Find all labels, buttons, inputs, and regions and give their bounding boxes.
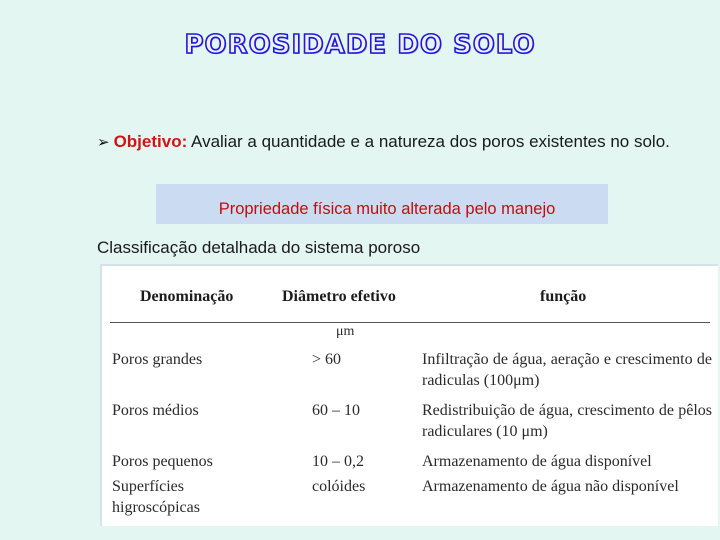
objective-paragraph bbox=[97, 124, 717, 161]
header-diametro: Diâmetro efetivo bbox=[282, 288, 396, 305]
row-function: Infiltração de água, aeração e crescimento de radiculas (100μm) bbox=[422, 351, 712, 389]
row-diameter: colóides bbox=[312, 478, 366, 495]
header-divider bbox=[110, 322, 710, 323]
row-function: Armazenamento de água não disponível bbox=[422, 478, 679, 495]
pore-classification-table bbox=[100, 264, 718, 526]
row-function: Redistribuição de água, crescimento de pêlos radiculares (10 μm) bbox=[422, 402, 712, 440]
header-denominacao: Denominação bbox=[140, 288, 234, 305]
header-funcao: função bbox=[540, 288, 587, 305]
row-name: Poros grandes bbox=[112, 351, 203, 368]
arrow-bullet-icon: ➢ bbox=[97, 134, 110, 151]
highlight-text: Propriedade física muito alterada pelo manejo bbox=[218, 200, 556, 218]
row-diameter: 60 – 10 bbox=[312, 402, 360, 419]
row-function: Armazenamento de água disponível bbox=[422, 453, 652, 470]
objective-text: Avaliar a quantidade e a natureza dos poros existentes no solo. bbox=[191, 132, 670, 151]
slide-title: POROSIDADE DO SOLO bbox=[184, 30, 536, 60]
row-name: Poros médios bbox=[112, 402, 199, 419]
classification-heading: Classificação detalhada do sistema poroso bbox=[97, 238, 421, 257]
row-diameter: > 60 bbox=[312, 351, 342, 368]
row-name: Poros pequenos bbox=[112, 453, 213, 470]
row-diameter: 10 – 0,2 bbox=[312, 453, 364, 470]
objective-label: Objetivo: bbox=[113, 132, 188, 151]
unit-label: μm bbox=[336, 324, 355, 339]
row-name: Superfícies higroscópicas bbox=[112, 478, 200, 516]
